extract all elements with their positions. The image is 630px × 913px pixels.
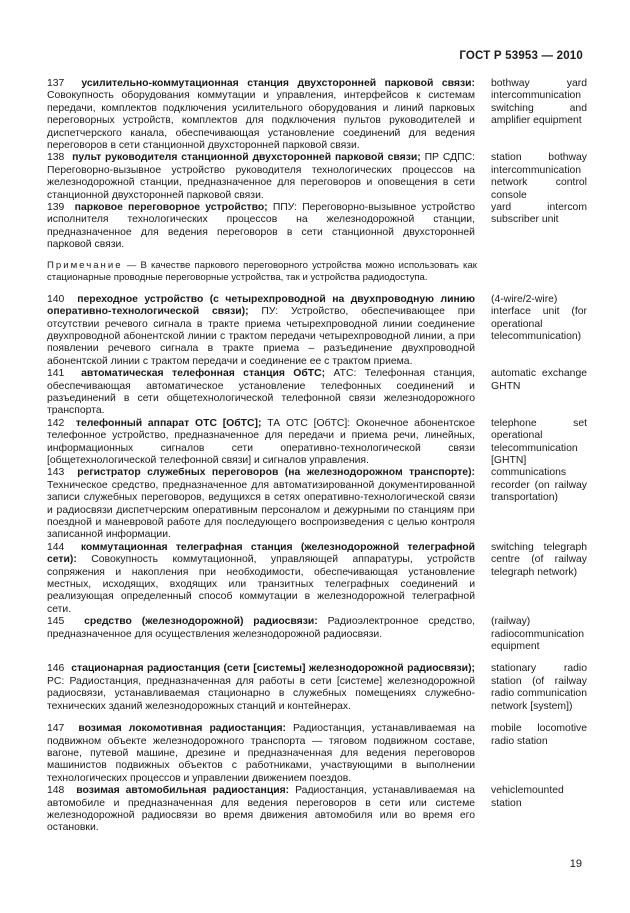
term-entry-142 bbox=[47, 418, 587, 468]
document-header: ГОСТ Р 53953 — 2010 bbox=[459, 50, 583, 62]
term-title: средство (железнодорожной) радиосвязи: bbox=[84, 616, 318, 628]
term-title: возимая автомобильная радиостанция: bbox=[76, 785, 290, 797]
term-entry-146 bbox=[47, 663, 587, 713]
document-body bbox=[47, 78, 587, 835]
english-equivalent: station bothway intercommunication network control console bbox=[491, 152, 587, 201]
term-title: регистратор служебных переговоров (на железнодорожном транспорте): bbox=[77, 467, 475, 479]
term-title: возимая локомотивная радиостанция: bbox=[78, 723, 286, 735]
definition-text: 147 возимая локомотивная радиостанция: Радиостанция, устанавливаемая на подвижном объекте железнодорожного транспорта — тяговом подвижном составе, вагоне, путевой машине, дрезине и предназначенная для ведения переговоров машинистов подвижных объектов с работниками, участвующими в выполнении технологических процессов и управлении движением поездов. bbox=[47, 723, 475, 784]
note-text: — В качестве паркового переговорного устройства можно использовать как стационарные проводные переговорные устройства, так и устройства радиодоступа. bbox=[47, 259, 477, 283]
definition-text: 140 переходное устройство (с четырехпроводной на двухпроводную линию оперативно-технологической связи); ПУ: Устройство, обеспечивающее при отсутствии речевого сигнала в тракте приема четырехпроводной линии соединение двухпроводной абонентской линии с трактом передачи четырехпроводной линии, а при появлении речевого сигнала в тракте приема – разъединение двухпроводной абонентской линии с трактом передачи и соединение ее с трактом приема. bbox=[47, 293, 476, 367]
definition-text: 139 парковое переговорное устройство; ППУ: Переговорно-вызывное устройство исполнителя технологических процессов на железнодорожной станции, предназначенное для ведения переговоров в сети станционной двухсторонней парковой связи. bbox=[47, 202, 475, 251]
term-title: переходное устройство (с четырехпроводной на двухпроводную линию оперативно-технологической связи); bbox=[47, 293, 476, 318]
definition-text: 144 коммутационная телеграфная станция (железнодорожной телеграфной сети): Совокупность коммутационной, управляющей аппаратуры, устройств сопряжения и накопления при необходимости, обеспечивающая установление местных, исходящих, входящих или транзитных телеграфных соединений и реализующая определенный способ коммутации в железнодорожной телеграфной сети. bbox=[47, 541, 475, 615]
english-equivalent: mobile locomotive radio station bbox=[491, 723, 587, 747]
english-equivalent: bothway yard intercommunication switching and amplifier equipment bbox=[491, 78, 587, 127]
page-number: 19 bbox=[569, 858, 582, 870]
term-title: телефонный аппарат ОТС [ОбТС]; bbox=[75, 417, 262, 429]
definition-text: 145 средство (железнодорожной) радиосвязи: Радиоэлектронное средство, предназначенное для осуществления железнодорожной радиосвязи. bbox=[47, 616, 475, 640]
term-entry-144 bbox=[47, 542, 587, 616]
term-entry-138 bbox=[47, 152, 587, 202]
term-entry-147 bbox=[47, 723, 587, 785]
term-entry-143 bbox=[47, 467, 587, 541]
definition-text: 137 усилительно-коммутационная станция двухсторонней парковой связи: Совокупность оборудования коммутации и управления, интерфейсов к системам передачи, комплектов подключения усилительного оборудования и линий парковых переговорных устройств, комплектов для подключения пультов руководителей и диспетчерского канала, обеспечивающая установление соединений для ведения переговоров в сети станционной двухсторонней парковой связи. bbox=[47, 78, 475, 152]
term-entry-145 bbox=[47, 616, 587, 653]
term-entry-137 bbox=[47, 78, 587, 152]
term-title: коммутационная телеграфная станция (железнодорожной телеграфной сети): bbox=[47, 541, 475, 566]
note-label: Примечание bbox=[47, 259, 123, 271]
term-title: автоматическая телефонная станция ОбТС; bbox=[81, 368, 326, 380]
english-equivalent: yard intercom subscriber unit bbox=[491, 202, 587, 226]
term-entry-140 bbox=[47, 294, 587, 368]
spacer bbox=[47, 653, 587, 663]
english-equivalent: vehiclemounted station bbox=[491, 785, 564, 809]
english-equivalent: switching telegraph centre (of railway telegraph network) bbox=[491, 541, 587, 578]
english-equivalent: (4-wire/2-wire) interface unit (for operational telecommunication) bbox=[491, 293, 587, 342]
term-title: стационарная радиостанция (сети [системы] железнодорожной радиосвязи); bbox=[71, 663, 475, 675]
note-block bbox=[47, 260, 477, 284]
term-entry-141 bbox=[47, 368, 587, 418]
english-equivalent: (railway) radiocommunication equipment bbox=[491, 616, 584, 653]
english-equivalent: telephone set operational telecommunication [GHTN] bbox=[491, 417, 587, 466]
term-entry-139 bbox=[47, 202, 587, 252]
english-equivalent: stationary radio station (of railway radio communication network [system]) bbox=[491, 663, 587, 712]
english-equivalent: automatic exchange GHTN bbox=[491, 368, 587, 392]
definition-text: 138 пульт руководителя станционной двухсторонней парковой связи; ПР СДПС: Переговорно-вызывное устройство руководителя технологических процессов на железнодорожной станции, предназначенное для переговоров и оповещения в сети станционной двухсторонней парковой связи. bbox=[47, 152, 476, 201]
term-title: пульт руководителя станционной двухсторонней парковой связи; bbox=[72, 152, 421, 164]
definition-text: 143 регистратор служебных переговоров (на железнодорожном транспорте): Техническое средство, предназначенное для автоматизированной документированной записи служебных переговоров, ведущихся в сетях оперативно-технологической связи и радиосвязи диспетчерским оперативным персоналом и дежурными по станциям при поездной и маневровой работе для последующего воспроизведения с целью контроля записанной информации. bbox=[47, 467, 475, 541]
english-equivalent: communications recorder (on railway transportation) bbox=[491, 467, 587, 504]
definition-text: 142 телефонный аппарат ОТС [ОбТС]; ТА ОТС [ОбТС]: Оконечное абонентское телефонное устройство, предназначенное для передачи и приема речи, линейных, информационных сигналов сети оперативно-технологической связи [общетехнологической телефонной связи] и сигналов управления. bbox=[47, 417, 475, 466]
spacer bbox=[47, 713, 587, 723]
term-title: парковое переговорное устройство; bbox=[74, 202, 268, 214]
term-entry-148 bbox=[47, 785, 587, 835]
definition-text: 148 возимая автомобильная радиостанция: Радиостанция, устанавливаемая на автомобиле и предназначенная для ведения переговоров в сети или системе железнодорожной радиосвязи во время движения автомобиля или во время его остановки. bbox=[47, 785, 476, 834]
definition-text: 146 стационарная радиостанция (сети [системы] железнодорожной радиосвязи); РС: Радиостанция, предназначенная для работы в сети [системе] железнодорожной радиосвязи, устанавливаемая стационарно в служебных помещениях служебно-технических зданий железнодорожных станций и контейнерах. bbox=[47, 663, 475, 712]
term-title: усилительно-коммутационная станция двухсторонней парковой связи: bbox=[81, 78, 475, 89]
definition-text: 141 автоматическая телефонная станция ОбТС; АТС: Телефонная станция, обеспечивающая автоматическое установление телефонных соединений и разъединений в сети общетехнологической телефонной связи железнодорожного транспорта. bbox=[47, 368, 476, 417]
